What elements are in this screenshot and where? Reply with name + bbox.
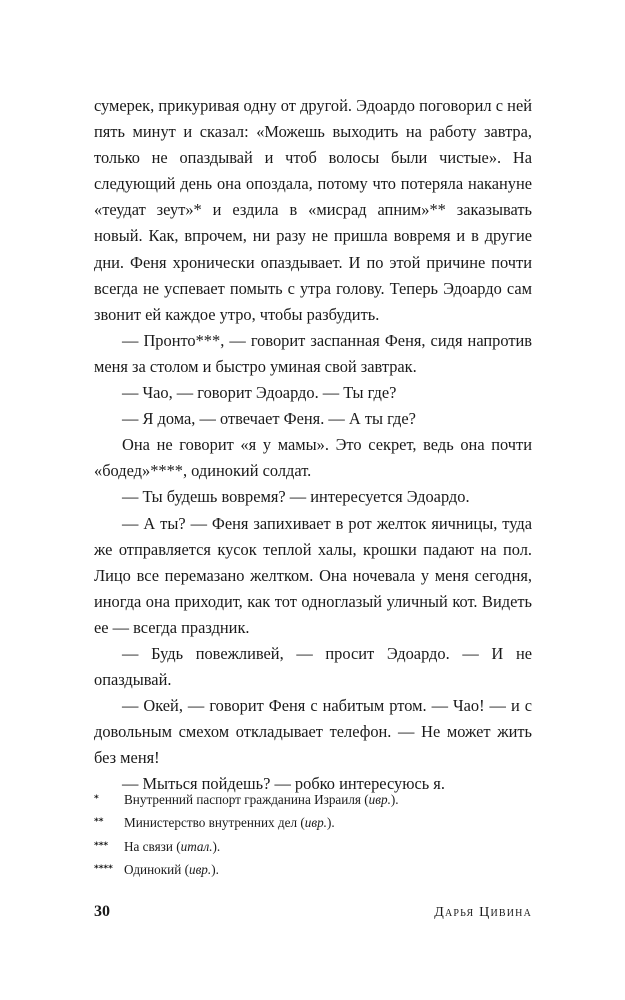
footnote <box>94 858 532 881</box>
paragraph: — А ты? — Феня запихивает в рот желток яичницы, туда же отправляется кусок теплой халы, крошки падают на пол. Лицо все перемазано желтком. Она ночевала у меня сегодня, иногда она приходит, как тот одноглазый уличный кот. Видеть ее — всегда праздник. <box>94 513 532 637</box>
paragraph: — Чао, — говорит Эдоардо. — Ты где? <box>122 383 397 403</box>
paragraph: — Мыться пойдешь? — робко интересуюсь я. <box>122 774 445 794</box>
footnotes <box>94 788 532 881</box>
paragraph: — Будь повежливей, — просит Эдоардо. — И не опаздывай. <box>94 643 532 690</box>
footnote-mark: *** <box>94 840 109 851</box>
paragraph: сумерек, прикуривая одну от другой. Эдоардо поговорил с ней пять минут и сказал: «Можешь выходить на работу завтра, только не опаздывай и чтоб волосы были чистые». На следующий день она опоздала, потому что потеряла накануне «теудат зеут»* и ездила в «мисрад апним»** заказывать новый. Как, впрочем, ни разу не пришла вовремя и в другие дни. Феня хронически опаздывает. И по этой причине почти всегда не успевает помыть с утра голову. Теперь Эдоардо сам звонит ей каждое утро, чтобы разбудить. <box>94 96 532 324</box>
paragraph: — Я дома, — отвечает Феня. — А ты где? <box>122 409 416 429</box>
footnote-mark: ** <box>94 817 104 828</box>
footnote-text: Министерство внутренних дел (ивр.). <box>124 815 335 831</box>
paragraph: — Пронто***, — говорит заспанная Феня, сидя напротив меня за столом и быстро уминая свой завтрак. <box>94 330 532 376</box>
paragraph: — Окей, — говорит Феня с набитым ртом. — Чао! — и с довольным смехом откладывает телефон. — Не может жить без меня! <box>94 696 532 768</box>
footnote-mark: * <box>94 794 99 804</box>
footnote <box>94 835 532 858</box>
page-footer <box>94 903 532 921</box>
footnote <box>94 811 532 834</box>
footnote-text: Внутренний паспорт гражданина Израиля (ивр.). <box>124 792 399 807</box>
footnote-text: Одинокий (ивр.). <box>124 861 219 877</box>
paragraph: Она не говорит «я у мамы». Это секрет, ведь она почти «бодед»****, одинокий солдат. <box>94 435 532 481</box>
footnote <box>94 788 532 811</box>
footnote-text: На связи (итал.). <box>124 838 221 854</box>
paragraph: — Ты будешь вовремя? — интересуется Эдоардо. <box>122 487 470 507</box>
main-text <box>94 93 532 798</box>
footnote-mark: **** <box>94 863 113 874</box>
running-head-author: Дарья Цивина <box>434 905 532 920</box>
page-number: 30 <box>94 903 110 920</box>
